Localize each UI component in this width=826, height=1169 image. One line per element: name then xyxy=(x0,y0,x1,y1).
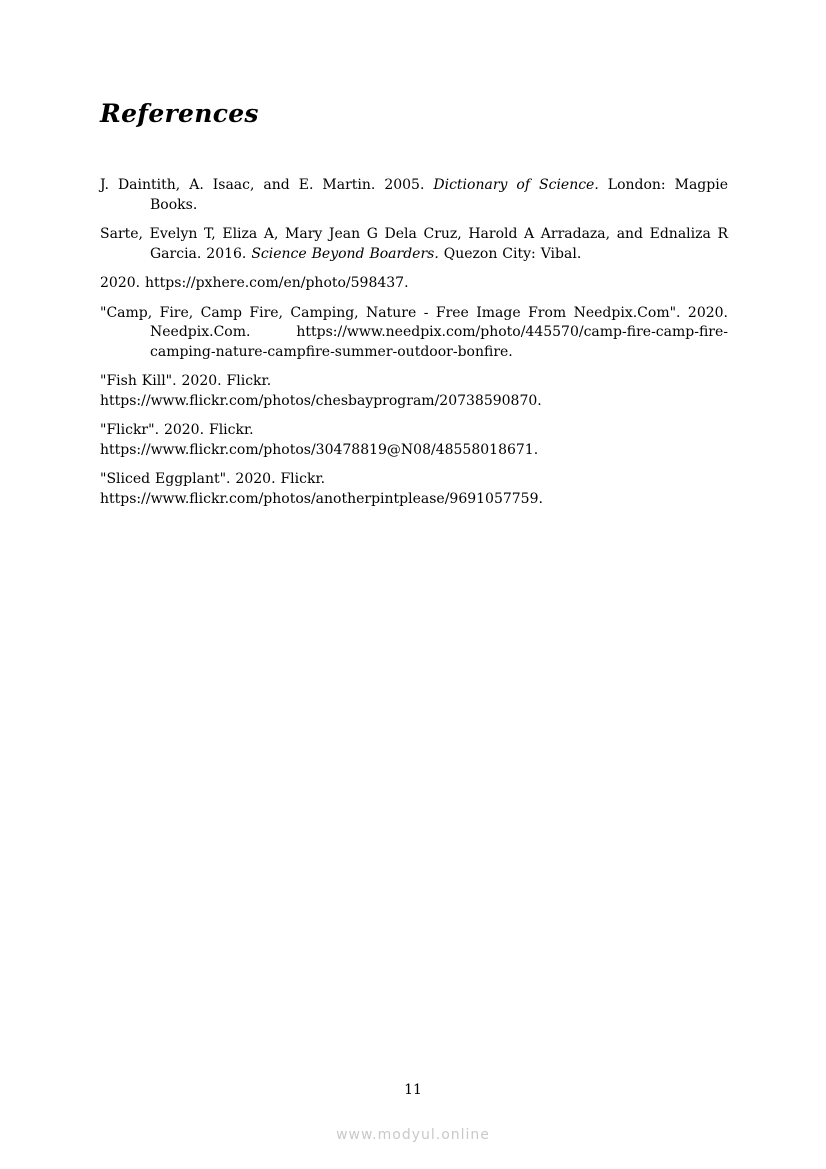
reference-text: "Sliced Eggplant". 2020. Flickr. xyxy=(100,471,326,487)
reference-item xyxy=(100,470,728,509)
reference-url: https://www.flickr.com/photos/anotherpintplease/9691057759. xyxy=(100,490,543,507)
reference-publisher: London: Magpie Books. xyxy=(150,177,728,213)
reference-text: "Flickr". 2020. Flickr. xyxy=(100,422,254,438)
reference-authors: Sarte, Evelyn T, Eliza A, Mary Jean G Dela Cruz, Harold A Arradaza, and Ednaliza R Garcia. 2016. xyxy=(100,226,728,262)
reference-list xyxy=(100,176,728,519)
reference-text: 2020. https://pxhere.com/en/photo/598437. xyxy=(100,275,409,291)
reference-item xyxy=(100,274,728,294)
reference-item xyxy=(100,176,728,215)
reference-text: "Fish Kill". 2020. Flickr. xyxy=(100,373,272,389)
reference-item xyxy=(100,304,728,363)
reference-title: Science Beyond Boarders. xyxy=(251,245,439,262)
reference-item xyxy=(100,225,728,264)
reference-publisher: Quezon City: Vibal. xyxy=(438,245,582,262)
page-title: References xyxy=(100,99,259,128)
page-number: 11 xyxy=(404,1082,422,1098)
reference-authors: J. Daintith, A. Isaac, and E. Martin. 2005. xyxy=(100,177,434,193)
reference-title: Dictionary of Science. xyxy=(433,177,599,193)
reference-item xyxy=(100,372,728,411)
reference-url: https://www.flickr.com/photos/chesbayprogram/20738590870. xyxy=(100,392,542,409)
watermark: www.modyul.online xyxy=(336,1127,490,1143)
reference-url: https://www.flickr.com/photos/30478819@N08/48558018671. xyxy=(100,441,539,458)
reference-item xyxy=(100,421,728,460)
reference-text: "Camp, Fire, Camp Fire, Camping, Nature - Free Image From Needpix.Com". 2020. Needpix.Com. https://www.needpix.com/photo/445570/camp-fire-camp-fire-camping-nature-campfire-summer-outdoor-bonfire. xyxy=(100,304,728,360)
